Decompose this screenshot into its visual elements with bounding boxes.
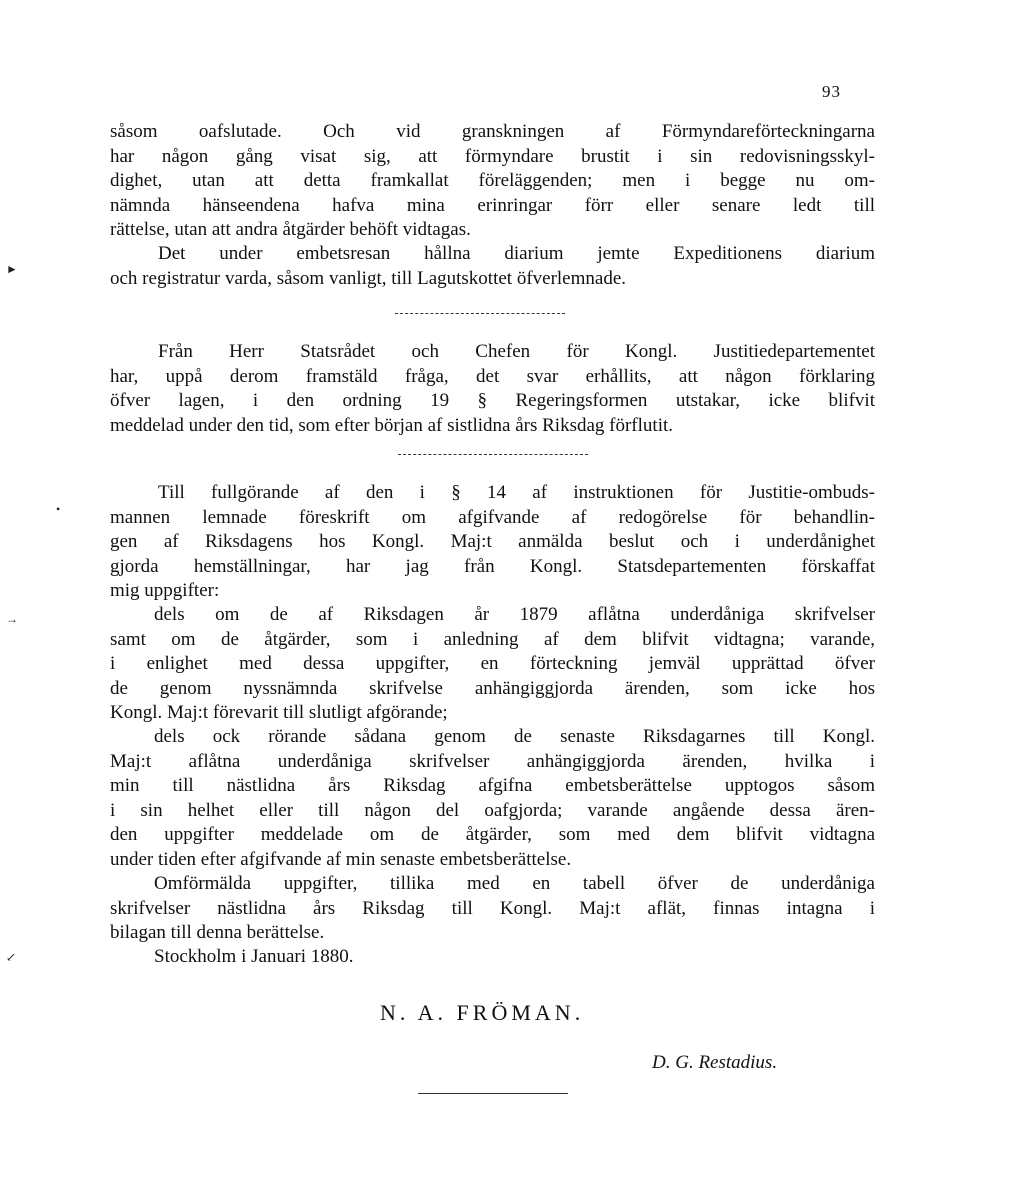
- text-line: min till nästlidna års Riksdag afgifna embetsberättelse upptogos såsom: [110, 775, 875, 796]
- text-line: rättelse, utan att andra åtgärder behöft vidtagas.: [110, 219, 471, 240]
- text-line: har någon gång visat sig, att förmyndare brustit i sin redovisningsskyl-: [110, 145, 875, 167]
- text-line: har, uppå derom framstäld fråga, det svar erhållits, att någon förklaring: [110, 365, 875, 387]
- place-date: Stockholm i Januari 1880.: [154, 946, 354, 967]
- margin-mark: •: [56, 502, 61, 516]
- paragraph-continuation: [110, 120, 875, 243]
- section-separator: [398, 454, 588, 455]
- text-line: gjorda hemställningar, har jag från Kongl. Statsdepartementen förskaffat: [110, 555, 875, 577]
- text-line: under tiden efter afgifvande af min senaste embetsberättelse.: [110, 848, 572, 870]
- text-line: bilagan till denna berättelse.: [110, 922, 325, 943]
- paragraph-justitiedepartementet: [110, 340, 875, 438]
- text-line: och registratur varda, såsom vanligt, till Lagutskottet öfverlemnade.: [110, 267, 627, 289]
- place-date-block: [110, 945, 875, 970]
- text-line: såsom oafslutade. Och vid granskningen af Förmyndareförteckningarna: [110, 121, 875, 142]
- margin-mark: ►: [6, 262, 18, 276]
- margin-mark: ↙: [6, 950, 17, 964]
- text-line: den uppgifter meddelade om de åtgärder, som med dem blifvit vidtagna: [110, 824, 875, 845]
- paragraph-diarium: [110, 242, 875, 291]
- text-line: Det under embetsresan hållna diarium jemte Expeditionens diarium: [158, 243, 875, 264]
- text-line: i enlighet med dessa uppgifter, en förteckning jemväl upprättad öfver: [110, 653, 875, 674]
- text-line: gen af Riksdagens hos Kongl. Maj:t anmälda beslut och i underdånighet: [110, 531, 875, 552]
- text-line: dels om de af Riksdagen år 1879 aflåtna underdåniga skrifvelser: [154, 604, 875, 625]
- countersignature: D. G. Restadius.: [652, 1052, 778, 1073]
- text-line: Kongl. Maj:t förevarit till slutligt afgörande;: [110, 702, 448, 723]
- text-line: dels ock rörande sådana genom de senaste Riksdagarnes till Kongl.: [154, 726, 875, 747]
- text-line: mig uppgifter:: [110, 580, 220, 601]
- end-separator: [418, 1093, 568, 1094]
- margin-mark: →: [6, 612, 18, 626]
- text-line: öfver lagen, i den ordning 19 § Regeringsformen utstakar, icke blifvit: [110, 390, 875, 411]
- text-line: samt om de åtgärder, som i anledning af dem blifvit vidtagna; varande,: [110, 628, 875, 650]
- text-line: Maj:t aflåtna underdåniga skrifvelser anhängiggjorda ärenden, hvilka i: [110, 750, 875, 772]
- text-line: nämnda hänseendena hafva mina erinringar förr eller senare ledt till: [110, 194, 875, 216]
- text-line: Omförmälda uppgifter, tillika med en tabell öfver de underdåniga: [154, 873, 875, 894]
- section-separator: [395, 313, 565, 314]
- text-line: i sin helhet eller till någon del oafgjorda; varande angående dessa ären-: [110, 799, 875, 821]
- text-line: mannen lemnade föreskrift om afgifvande af redogörelse för behandlin-: [110, 506, 875, 528]
- page-number: 93: [822, 82, 841, 101]
- text-line: dighet, utan att detta framkallat föreläggenden; men i begge nu om-: [110, 170, 875, 191]
- signature: N. A. FRÖMAN.: [380, 1000, 585, 1025]
- text-line: Till fullgörande af den i § 14 af instruktionen för Justitie-ombuds-: [158, 482, 875, 503]
- paragraph-dels-ock: [110, 725, 875, 872]
- paragraph-instruktionen: [110, 481, 875, 604]
- text-line: de genom nyssnämnda skrifvelse anhängiggjorda ärenden, som icke hos: [110, 677, 875, 699]
- text-line: meddelad under den tid, som efter början af sistlidna års Riksdag förflutit.: [110, 414, 673, 436]
- paragraph-omformalda: [110, 872, 875, 946]
- text-line: Från Herr Statsrådet och Chefen för Kongl. Justitiedepartementet: [158, 341, 875, 362]
- paragraph-dels-om: [110, 603, 875, 726]
- text-line: skrifvelser nästlidna års Riksdag till Kongl. Maj:t aflät, finnas intagna i: [110, 897, 875, 919]
